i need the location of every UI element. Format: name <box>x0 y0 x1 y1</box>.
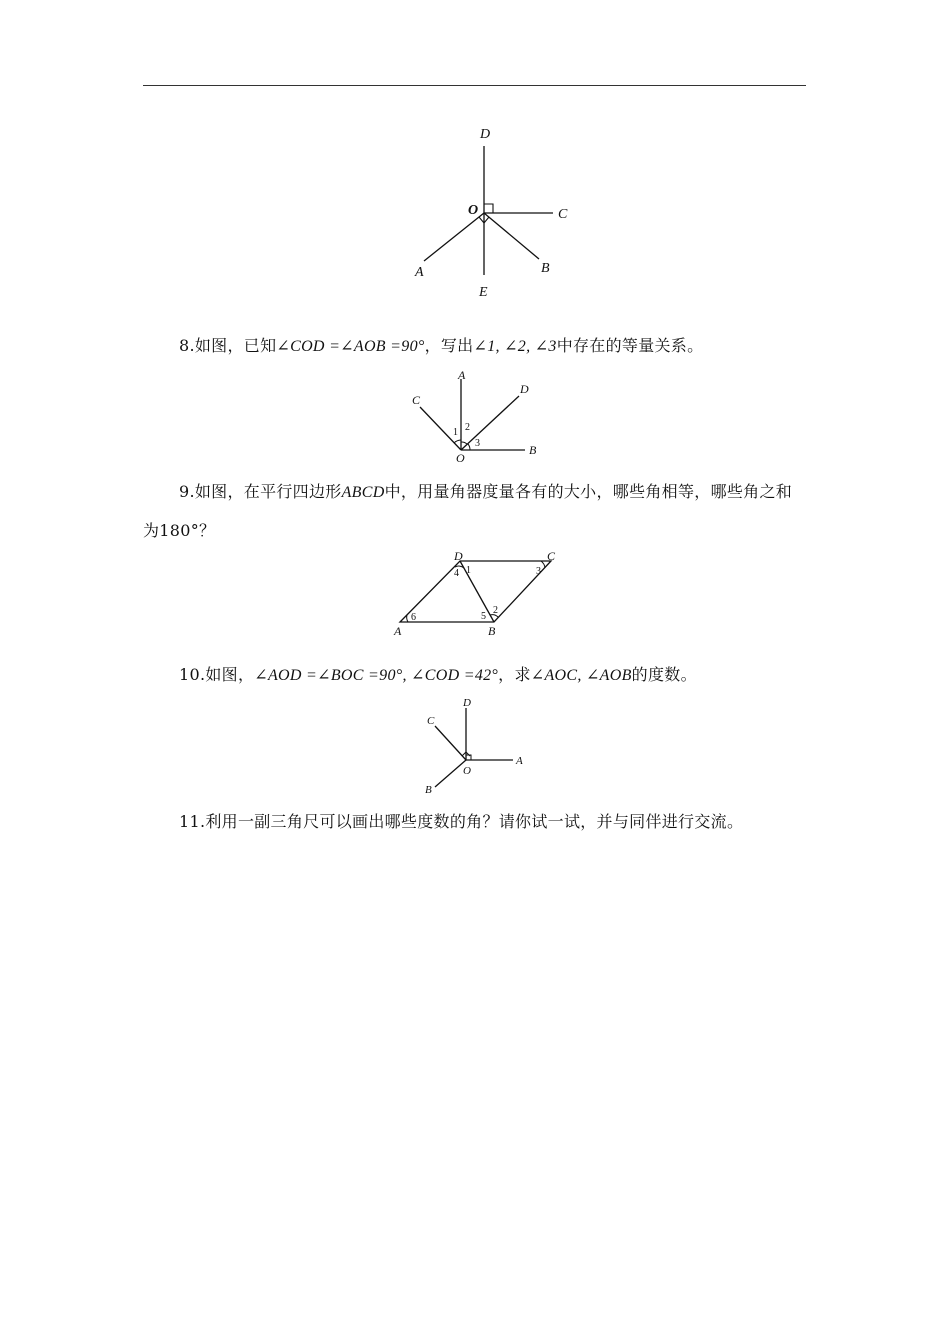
q8-equation: ∠COD =∠AOB =90° <box>276 338 425 355</box>
figure-q9 <box>390 546 570 641</box>
q10-text-2: ，求 <box>498 665 531 684</box>
label-d: D <box>520 382 529 396</box>
q10-equation: ∠AOD =∠BOC =90°, ∠COD =42° <box>254 667 499 684</box>
angle-1-label: 1 <box>466 565 471 576</box>
question-8 <box>143 327 806 366</box>
q10-text-1: 如图， <box>205 665 255 684</box>
q10-text-3: 的度数。 <box>631 665 697 684</box>
angle-3-label: 3 <box>475 438 480 449</box>
q8-number: 8. <box>179 336 195 355</box>
q10-number: 10. <box>179 665 206 684</box>
label-d: D <box>463 697 471 709</box>
question-9 <box>143 473 806 550</box>
label-a: A <box>415 265 424 280</box>
angle-3-label: 3 <box>536 566 541 577</box>
question-11 <box>143 803 806 841</box>
label-b: B <box>529 443 537 457</box>
q9-shape: ABCD <box>341 484 385 501</box>
q9-text-1: 如图，在平行四边形 <box>194 482 342 501</box>
label-a: A <box>458 368 466 382</box>
q9-text-2: 中，用量角器度量各有的大小，哪些角相等，哪些角之和为180°？ <box>143 482 793 540</box>
q8-angles: ∠1, ∠2, ∠3 <box>473 338 557 355</box>
label-d: D <box>480 127 491 142</box>
label-e: E <box>479 285 488 300</box>
figure-q10 <box>415 694 535 799</box>
angle-4-label: 4 <box>454 568 459 579</box>
figure-q8 <box>405 366 555 466</box>
label-a: A <box>394 624 402 638</box>
question-10 <box>143 656 806 695</box>
q11-text: 利用一副三角尺可以画出哪些度数的角？请你试一试，并与同伴进行交流。 <box>205 812 744 831</box>
label-a: A <box>516 755 523 767</box>
angle-5-label: 5 <box>481 611 486 622</box>
q9-number: 9. <box>179 482 195 501</box>
q10-angles: ∠AOC, ∠AOB <box>530 667 632 684</box>
figure-top <box>400 118 590 308</box>
label-c: C <box>412 393 421 407</box>
q11-number: 11. <box>179 812 206 831</box>
q8-text-3: 中存在的等量关系。 <box>556 336 704 355</box>
label-o: O <box>456 451 465 465</box>
label-c: C <box>547 549 556 563</box>
header-rule <box>143 85 806 86</box>
label-o: O <box>463 765 471 777</box>
q8-text-2: ，写出 <box>424 336 474 355</box>
label-c: C <box>558 207 568 222</box>
angle-6-label: 6 <box>411 612 416 623</box>
label-d: D <box>454 549 463 563</box>
label-b: B <box>425 784 432 796</box>
q8-text-1: 如图，已知 <box>194 336 277 355</box>
label-c: C <box>427 715 435 727</box>
angle-1-label: 1 <box>453 427 458 438</box>
label-o: O <box>468 203 479 218</box>
angle-2-label: 2 <box>493 605 498 616</box>
label-b: B <box>541 261 550 276</box>
angle-2-label: 2 <box>465 422 470 433</box>
label-b: B <box>488 624 496 638</box>
